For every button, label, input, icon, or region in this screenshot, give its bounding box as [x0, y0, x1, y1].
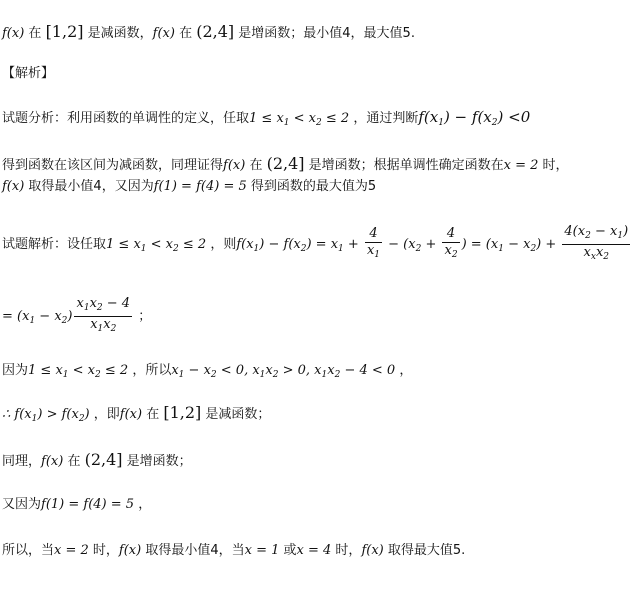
fraction: $\frac{4}{x_2}$: [444, 226, 458, 260]
text: ；: [134, 309, 152, 324]
text: 所以，当: [2, 543, 55, 558]
math: $1 \le x_1 < x_2 \le 2$: [106, 237, 207, 254]
math: = $(x_1 - x_2)$: [2, 309, 73, 326]
text: 试题分析：利用函数的单调性的定义，任取: [2, 111, 250, 126]
text: 试题解析：设任取: [2, 237, 107, 252]
fraction: $\frac{4(x_2 - x_1)}{x_xx_2}$: [564, 224, 629, 262]
math: $x_1 - x_2 < 0$, $x_1x_2 > 0$, $x_1x_2 - 4 < 0$: [171, 363, 396, 380]
text: 又因为: [2, 497, 42, 512]
text: 是增函数；: [122, 454, 192, 469]
text: 是增函数；根据单调性确定函数在: [304, 158, 504, 173]
text: ，: [395, 363, 413, 378]
fraction: $\frac{4}{x_1}$: [366, 226, 381, 260]
text: 取得最小值4，又因为: [24, 179, 154, 194]
math: f(1) = f(4) = 5: [153, 179, 247, 194]
text: 在: [63, 454, 85, 469]
solution-line: [2, 404, 270, 428]
solution-line: [2, 542, 465, 560]
math: $1 \le x_1 < x_2 \le 2$: [28, 363, 129, 380]
math: − ($x_2$ +: [384, 237, 441, 254]
math: x = 4: [296, 543, 332, 558]
text: 时，: [88, 543, 119, 558]
text: 在: [24, 26, 46, 41]
section-heading: 【解析】: [2, 66, 55, 81]
text: 得到函数的最大值为5: [246, 179, 377, 194]
math: f(x): [152, 26, 175, 41]
analysis-line: [2, 178, 376, 196]
text: ，所以: [128, 363, 172, 378]
text: 在: [142, 407, 164, 422]
interval: [1,2]: [45, 22, 84, 41]
text: 或: [279, 543, 297, 558]
solution-line: [2, 224, 630, 268]
fraction: $\frac{x_1x_2 - 4}{x_1x_2}$: [76, 296, 131, 334]
math: f(x): [361, 543, 384, 558]
math: ) = $(x_1 - x_2)$ +: [461, 237, 561, 254]
solution-line: [2, 362, 412, 384]
text: 是减函数；: [201, 407, 271, 422]
text: 是增函数；最小值4，最大值5.: [234, 26, 415, 41]
answer-line: [2, 23, 415, 43]
analysis-line: [2, 108, 530, 132]
text: ，通过判断: [349, 111, 419, 126]
math: f(x): [118, 543, 142, 558]
math: f(x): [119, 407, 143, 422]
math: $f(x_1) - f(x_2) <0$: [418, 108, 531, 128]
math: f(x): [223, 158, 246, 173]
math: $1 \le x_1 < x_2 \le 2$: [249, 111, 350, 128]
text: 是减函数，: [83, 26, 153, 41]
solution-line: [2, 296, 151, 340]
math: f(x): [2, 179, 25, 194]
solution-line: [2, 496, 151, 514]
math: f(1) = f(4) = 5: [41, 497, 135, 512]
solution-line: [2, 451, 192, 471]
math: $f(x_1) - f(x_2) = x_1$ +: [236, 237, 363, 254]
math: x = 1: [244, 543, 280, 558]
math: x = 2: [503, 158, 539, 173]
text: 时，: [538, 158, 569, 173]
interval: (2,4]: [196, 22, 235, 41]
math: f(x): [41, 454, 64, 469]
math: f(x): [2, 26, 25, 41]
text: 因为: [2, 363, 29, 378]
analysis-line: [2, 155, 569, 175]
interval: [1,2]: [163, 403, 202, 422]
math: ∴ $f(x_1) > f(x_2)$: [2, 407, 90, 424]
text: ，则: [206, 237, 237, 252]
text: 时，: [331, 543, 362, 558]
text: 同理，: [2, 454, 42, 469]
interval: (2,4]: [266, 154, 305, 173]
text: 取得最大值5.: [383, 543, 466, 558]
text: ，即: [89, 407, 120, 422]
interval: (2,4]: [84, 450, 123, 469]
text: 取得最小值4，当: [141, 543, 245, 558]
text: 在: [174, 26, 197, 41]
text: ，: [134, 497, 152, 512]
text: 得到函数在该区间为减函数，同理证得: [2, 158, 224, 173]
math: x = 2: [54, 543, 89, 558]
text: 在: [245, 158, 267, 173]
